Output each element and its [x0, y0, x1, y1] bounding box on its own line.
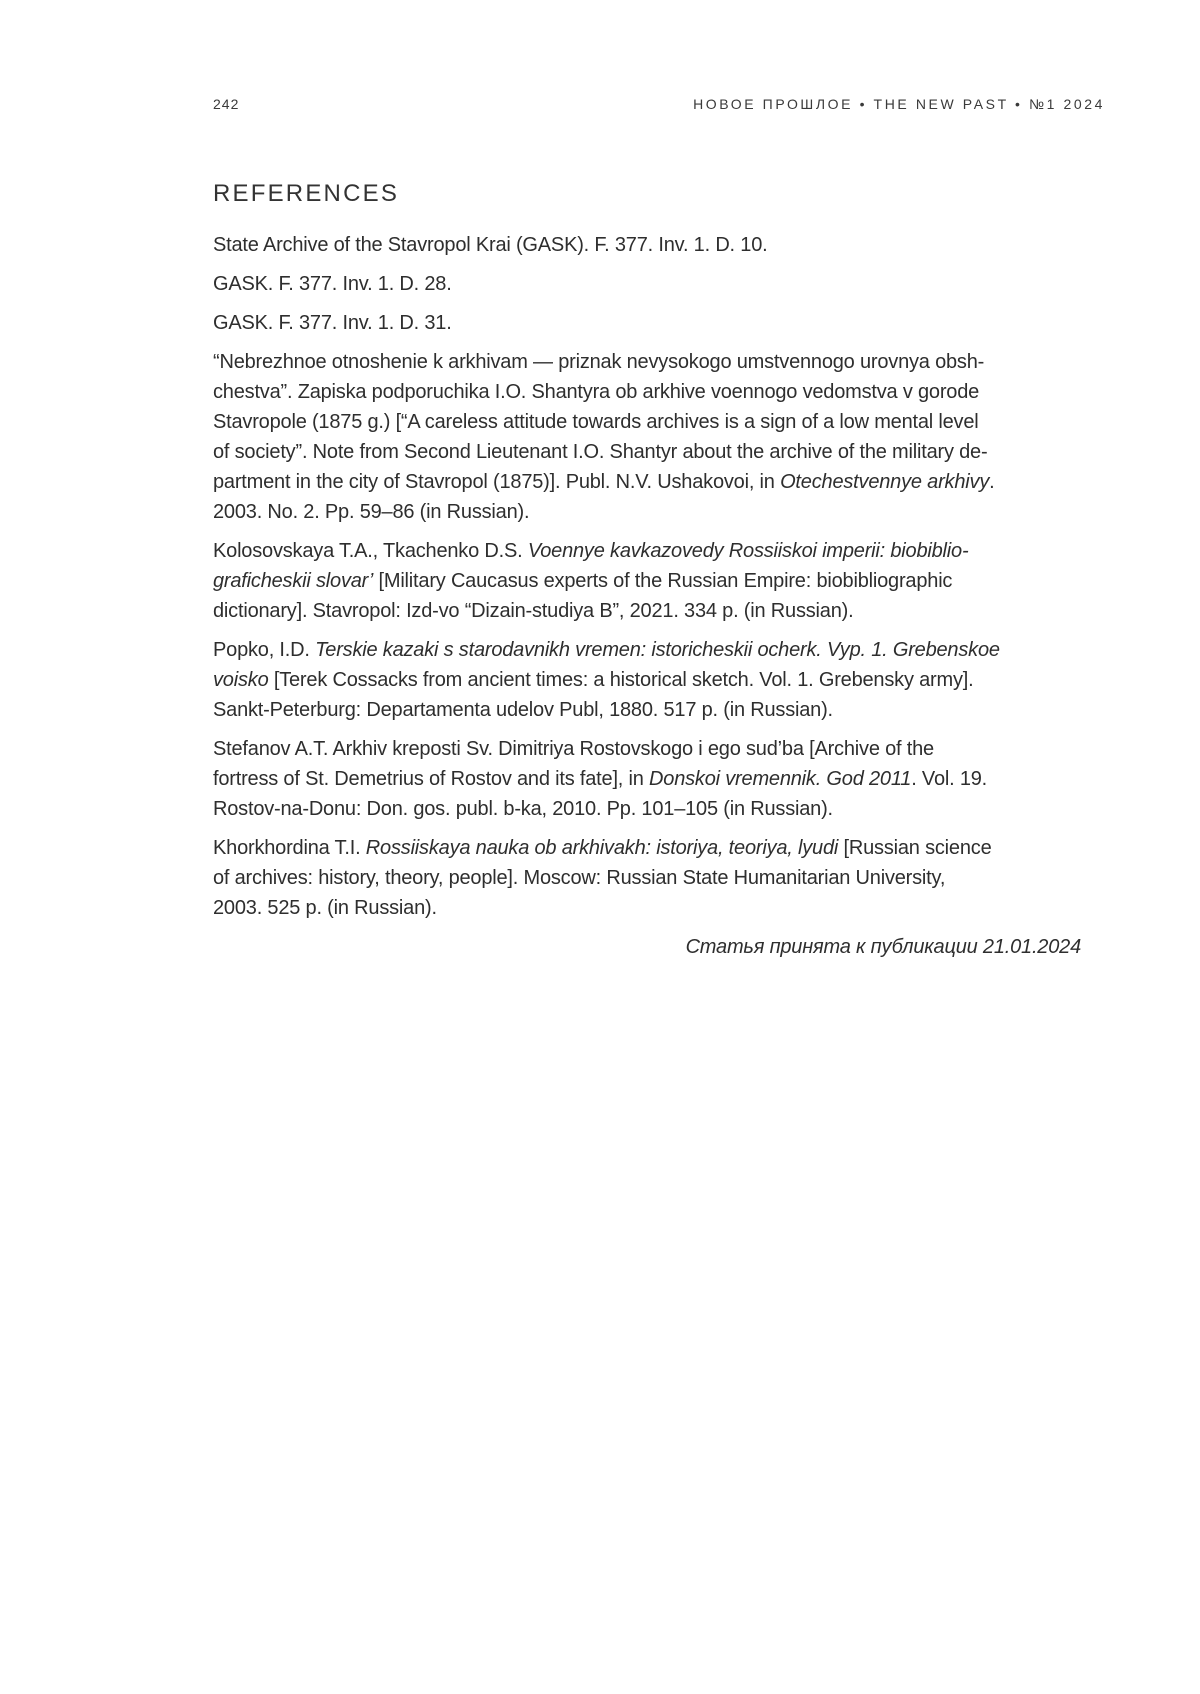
journal-title-line: НОВОЕ ПРОШЛОЕ • THE NEW PAST • №1 2024: [693, 96, 1105, 112]
reference-line: Kolosovskaya T.A., Tkachenko D.S. Voennye kavkazovedy Rossiiskoi imperii: biobiblio-: [213, 540, 969, 562]
reference-line: Stavropole (1875 g.) [“A careless attitude towards archives is a sign of a low mental level: [213, 411, 979, 433]
reference-line: partment in the city of Stavropol (1875)]. Publ. N.V. Ushakovoi, in Otechestvennye arkhivy.: [213, 471, 995, 493]
reference-entry: [213, 230, 1081, 260]
reference-entry: [213, 734, 1081, 824]
reference-line: chestva”. Zapiska podporuchika I.O. Shantyra ob arkhive voennogo vedomstva v gorode: [213, 381, 980, 403]
reference-line: Popko, I.D. Terskie kazaki s starodavnikh vremen: istoricheskii ocherk. Vyp. 1. Grebenskoe: [213, 639, 1000, 661]
reference-entry: [213, 833, 1081, 923]
reference-entry: [213, 536, 1081, 626]
reference-entry: [213, 347, 1081, 527]
page-number: 242: [213, 96, 240, 112]
reference-line: State Archive of the Stavropol Krai (GASK). F. 377. Inv. 1. D. 10.: [213, 234, 768, 256]
reference-line: voisko [Terek Cossacks from ancient times: a historical sketch. Vol. 1. Grebensky army].: [213, 669, 974, 691]
reference-line: fortress of St. Demetrius of Rostov and its fate], in Donskoi vremennik. God 2011. Vol. 19.: [213, 768, 988, 790]
reference-line: GASK. F. 377. Inv. 1. D. 31.: [213, 312, 452, 334]
references-heading: REFERENCES: [213, 180, 400, 207]
reference-line: GASK. F. 377. Inv. 1. D. 28.: [213, 273, 452, 295]
reference-line: graficheskii slovar’ [Military Caucasus experts of the Russian Empire: biobibliographic: [213, 570, 953, 592]
reference-line: “Nebrezhnoe otnoshenie k arkhivam — priznak nevysokogo umstvennogo urovnya obsh-: [213, 351, 985, 373]
reference-entry: [213, 635, 1081, 725]
reference-line: Stefanov A.T. Arkhiv kreposti Sv. Dimitriya Rostovskogo i ego sud’ba [Archive of the: [213, 738, 934, 760]
references-list: [213, 230, 1081, 923]
reference-line: Rostov-na-Donu: Don. gos. publ. b-ka, 2010. Pp. 101–105 (in Russian).: [213, 798, 833, 820]
page-content: [213, 181, 1081, 962]
running-header: [213, 96, 1105, 112]
reference-line: of society”. Note from Second Lieutenant I.O. Shantyr about the archive of the military de-: [213, 441, 988, 463]
reference-line: 2003. 525 p. (in Russian).: [213, 897, 437, 919]
reference-line: dictionary]. Stavropol: Izd-vo “Dizain-studiya B”, 2021. 334 p. (in Russian).: [213, 600, 854, 622]
reference-line: of archives: history, theory, people]. Moscow: Russian State Humanitarian University,: [213, 867, 946, 889]
reference-entry: [213, 308, 1081, 338]
reference-entry: [213, 269, 1081, 299]
reference-line: 2003. No. 2. Pp. 59–86 (in Russian).: [213, 501, 530, 523]
reference-line: Khorkhordina T.I. Rossiiskaya nauka ob arkhivakh: istoriya, teoriya, lyudi [Russian science: [213, 837, 992, 859]
acceptance-note: Статья принята к публикации 21.01.2024: [685, 936, 1081, 958]
reference-line: Sankt-Peterburg: Departamenta udelov Publ, 1880. 517 p. (in Russian).: [213, 699, 833, 721]
